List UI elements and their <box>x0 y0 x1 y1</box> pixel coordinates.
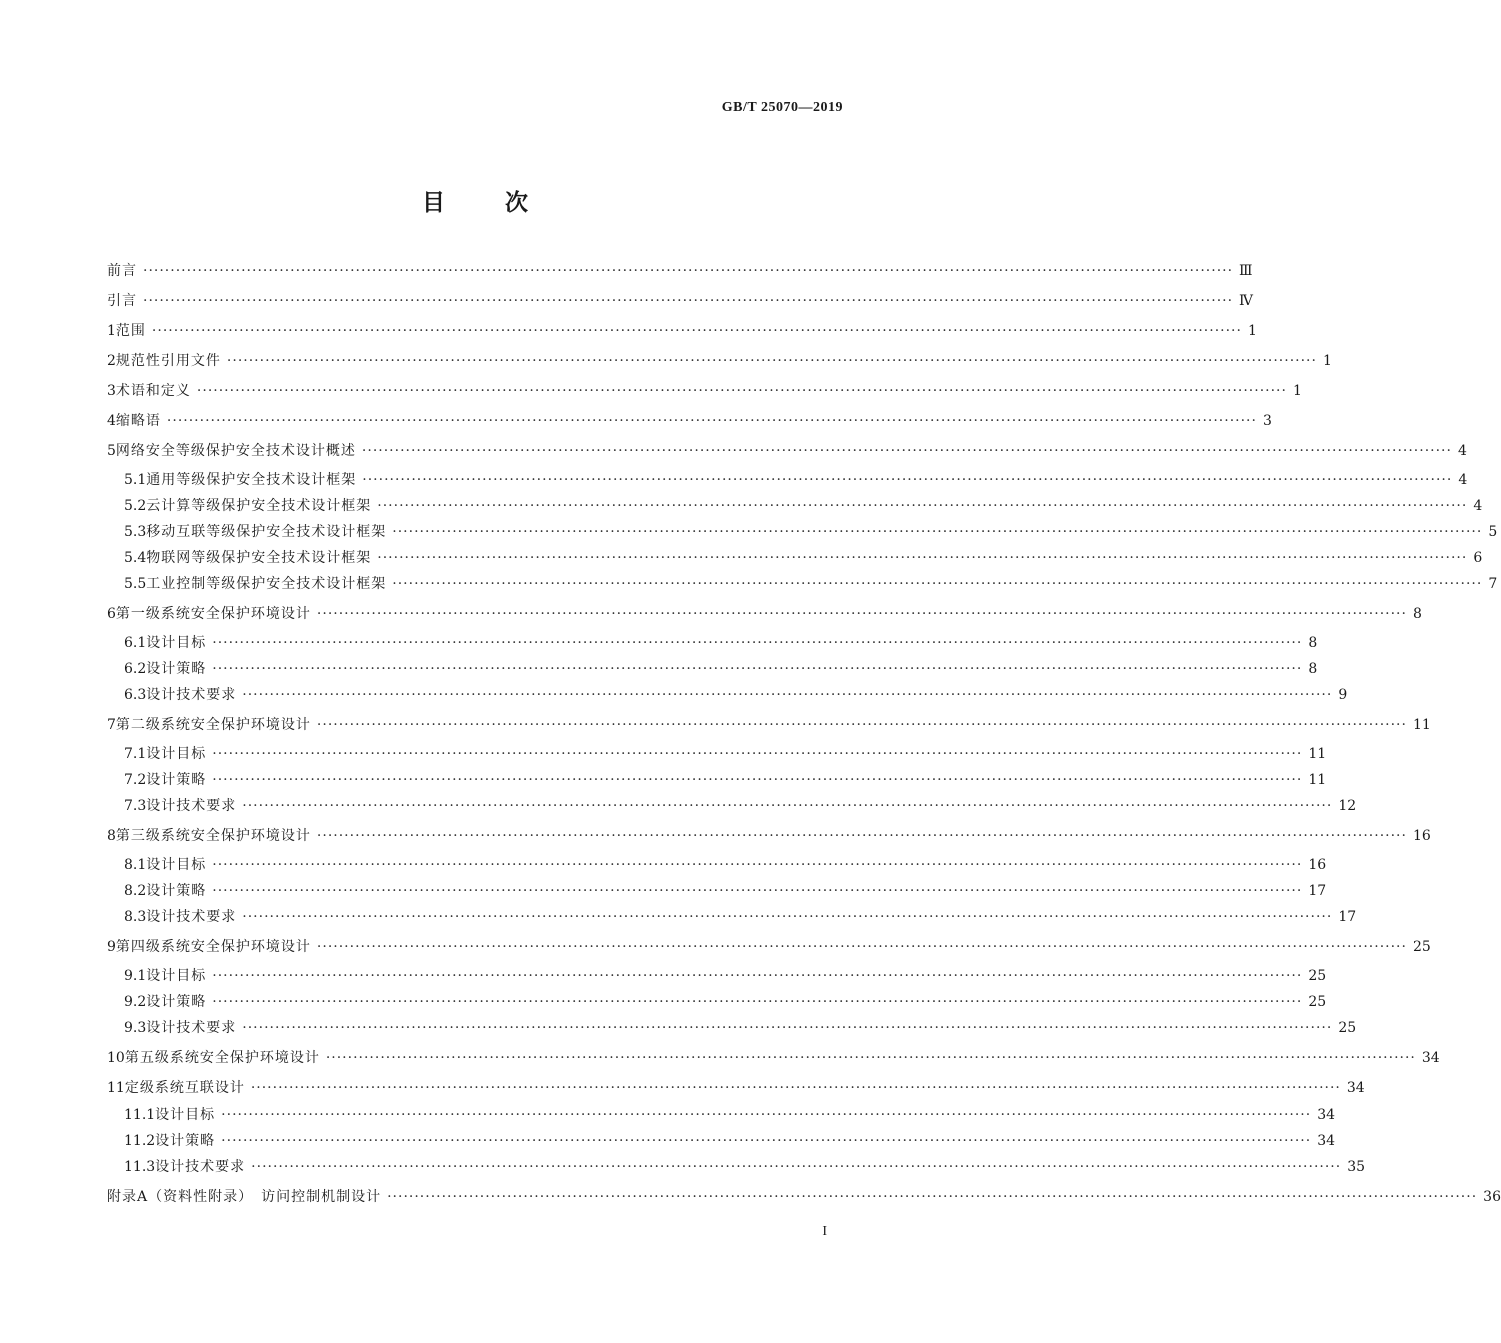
toc-entry[interactable] <box>107 716 1431 734</box>
toc-entry-page: 16 <box>1308 857 1327 873</box>
toc-dot-leader: ········································································································································································································ <box>212 883 1303 899</box>
toc-entry-page: 16 <box>1412 828 1431 844</box>
toc-dot-leader: ········································································································································································································ <box>242 687 1333 703</box>
toc-entry[interactable] <box>107 1158 1366 1176</box>
toc-entry-label: 设计技术要求 <box>146 687 237 703</box>
toc-entry-label: 移动互联等级保护安全技术设计框架 <box>146 524 387 540</box>
toc-entry-number: 4 <box>107 413 116 429</box>
toc-entry[interactable] <box>107 1106 1336 1124</box>
toc-entry-label: 设计技术要求 <box>146 1020 237 1036</box>
toc-dot-leader: ········································································································································································································ <box>325 1050 1416 1066</box>
toc-entry-label: 附录A（资料性附录） 访问控制机制设计 <box>107 1188 382 1205</box>
toc-entry[interactable] <box>107 993 1327 1011</box>
toc-dot-leader: ········································································································································································································ <box>316 828 1407 844</box>
toc-entry-label: 第一级系统安全保护环境设计 <box>115 606 311 622</box>
toc-entry-number: 7.2 <box>124 772 147 788</box>
toc-entry-number: 6.2 <box>124 661 147 677</box>
toc-entry[interactable] <box>107 771 1327 789</box>
toc-entry-page: 25 <box>1308 994 1327 1010</box>
toc-entry-number: 11.3 <box>124 1158 156 1175</box>
toc-dot-leader: ········································································································································································································ <box>316 606 1407 622</box>
toc-entry-label: 规范性引用文件 <box>115 353 221 369</box>
toc-entry-label: 设计目标 <box>146 968 207 984</box>
toc-entry-page: 4 <box>1473 498 1483 514</box>
toc-dot-leader: ········································································································································································································ <box>151 323 1242 339</box>
toc-entry[interactable] <box>107 686 1348 704</box>
toc-dot-leader: ········································································································································································································ <box>212 994 1303 1010</box>
toc-dot-leader: ········································································································································································································ <box>392 524 1483 540</box>
toc-entry-number: 6 <box>107 606 116 622</box>
toc-entry-label: 范围 <box>115 323 146 339</box>
toc-dot-leader: ········································································································································································································ <box>212 635 1303 651</box>
toc-entry-label: 设计目标 <box>146 635 207 651</box>
toc-entry-number: 5.4 <box>124 550 147 566</box>
toc-dot-leader: ········································································································································································································ <box>377 550 1468 566</box>
toc-entry-number: 2 <box>107 353 116 369</box>
toc-entry-page: 34 <box>1317 1106 1336 1123</box>
toc-dot-leader: ········································································································································································································ <box>250 1080 1341 1096</box>
toc-dot-leader: ········································································································································································································ <box>242 1020 1333 1036</box>
toc-dot-leader: ········································································································································································································ <box>143 263 1234 279</box>
toc-entry-label: 物联网等级保护安全技术设计框架 <box>146 550 372 566</box>
toc-entry-number: 9.2 <box>124 994 147 1010</box>
toc-entry-label: 前言 <box>107 263 137 279</box>
toc-entry-label: 术语和定义 <box>115 383 191 399</box>
toc-entry-number: 9 <box>107 939 116 955</box>
toc-entry[interactable] <box>107 967 1327 985</box>
toc-entry-label: 设计策略 <box>146 883 207 899</box>
toc-entry-page: 34 <box>1317 1132 1336 1149</box>
toc-entry[interactable] <box>107 938 1431 956</box>
toc-entry-label: 设计目标 <box>155 1106 216 1123</box>
toc-entry[interactable] <box>107 856 1327 874</box>
toc-entry-page: 11 <box>1412 717 1431 733</box>
toc-dot-leader: ········································································································································································································ <box>392 576 1483 592</box>
toc-entry-label: 设计目标 <box>146 857 207 873</box>
toc-entry-number: 11.1 <box>124 1106 156 1123</box>
toc-entry-page: 11 <box>1308 746 1327 762</box>
toc-entry-label: 网络安全等级保护安全技术设计概述 <box>115 443 356 459</box>
toc-entry[interactable] <box>107 471 1468 489</box>
toc-entry-number: 11.2 <box>124 1132 156 1149</box>
toc-entry-page: 8 <box>1412 606 1422 622</box>
toc-entry[interactable] <box>107 634 1318 652</box>
toc-entry-page: 36 <box>1483 1188 1501 1205</box>
toc-dot-leader: ········································································································································································································ <box>212 661 1303 677</box>
toc-entry-page: Ⅲ <box>1239 263 1253 279</box>
toc-entry-page: 34 <box>1421 1050 1440 1066</box>
toc-entry-page: 8 <box>1308 635 1318 651</box>
toc-entry-label: 通用等级保护安全技术设计框架 <box>146 472 357 488</box>
toc-entry-page: 4 <box>1457 443 1467 459</box>
toc-entry-page: 7 <box>1488 576 1498 592</box>
toc-entry[interactable] <box>107 827 1431 845</box>
toc-entry-page: 9 <box>1338 687 1348 703</box>
toc-dot-leader: ········································································································································································································ <box>362 472 1453 488</box>
toc-entry-page: 34 <box>1346 1080 1365 1096</box>
toc-entry-number: 6.1 <box>124 635 147 651</box>
toc-entry-number: 1 <box>107 323 116 339</box>
toc-entry-label: 定级系统互联设计 <box>124 1080 245 1096</box>
toc-entry-label: 设计技术要求 <box>155 1158 246 1175</box>
toc-entry-number: 9.1 <box>124 968 147 984</box>
toc-entry[interactable] <box>107 745 1327 763</box>
toc-entry-label: 设计目标 <box>146 746 207 762</box>
toc-dot-leader: ········································································································································································································ <box>377 498 1468 514</box>
toc-entry-page: 17 <box>1308 883 1327 899</box>
toc-entry-page: 25 <box>1412 939 1431 955</box>
toc-entry-page: 25 <box>1308 968 1327 984</box>
toc-entry-label: 第五级系统安全保护环境设计 <box>124 1050 320 1066</box>
toc-dot-leader: ········································································································································································································ <box>251 1158 1342 1175</box>
toc-entry-number: 5.5 <box>124 576 147 592</box>
toc-entry-number: 5 <box>107 443 116 459</box>
toc-entry[interactable] <box>107 292 1254 310</box>
toc-entry-number: 8.3 <box>124 909 147 925</box>
toc-entry-number: 7 <box>107 717 116 733</box>
toc-entry[interactable] <box>107 1188 1501 1206</box>
toc-entry-page: 3 <box>1262 413 1272 429</box>
toc-dot-leader: ········································································································································································································ <box>361 443 1452 459</box>
toc-entry[interactable] <box>107 1019 1357 1037</box>
toc-entry-page: 35 <box>1347 1158 1366 1175</box>
toc-entry[interactable] <box>107 352 1332 370</box>
toc-entry[interactable] <box>107 382 1302 400</box>
toc-entry[interactable] <box>107 605 1422 623</box>
toc-entry[interactable] <box>107 523 1498 541</box>
toc-entry-number: 7.3 <box>124 798 147 814</box>
toc-entry-page: 17 <box>1338 909 1357 925</box>
toc-entry[interactable] <box>107 575 1498 593</box>
toc-dot-leader: ········································································································································································································ <box>212 857 1303 873</box>
toc-entry[interactable] <box>107 908 1357 926</box>
standard-code: GB/T 25070—2019 <box>721 100 843 115</box>
toc-entry-label: 设计策略 <box>146 994 207 1010</box>
toc-entry-number: 10 <box>107 1050 125 1066</box>
toc-entry-label: 第二级系统安全保护环境设计 <box>115 717 311 733</box>
toc-entry[interactable] <box>107 1079 1365 1097</box>
toc-entry-page: 12 <box>1338 798 1357 814</box>
toc-entry-number: 7.1 <box>124 746 147 762</box>
toc-entry-label: 设计技术要求 <box>146 798 237 814</box>
toc-entry[interactable] <box>107 442 1467 460</box>
toc-entry[interactable] <box>107 412 1272 430</box>
toc-entry-label: 设计策略 <box>146 661 207 677</box>
toc-entry[interactable] <box>107 549 1483 567</box>
toc-dot-leader: ········································································································································································································ <box>242 909 1333 925</box>
toc-entry-page: 25 <box>1338 1020 1357 1036</box>
toc-entry-page: 1 <box>1322 353 1332 369</box>
toc-entry[interactable] <box>107 322 1257 340</box>
toc-entry-label: 设计策略 <box>155 1132 216 1149</box>
toc-entry-page: Ⅳ <box>1239 293 1254 309</box>
toc-entry-page: 4 <box>1458 472 1468 488</box>
footer-page-number: I <box>822 1224 827 1239</box>
toc-entry-number: 8.2 <box>124 883 147 899</box>
toc-entry[interactable] <box>107 262 1253 280</box>
toc-entry[interactable] <box>107 797 1357 815</box>
toc-entry[interactable] <box>107 882 1327 900</box>
toc-dot-leader: ········································································································································································································ <box>212 968 1303 984</box>
toc-entry-number: 9.3 <box>124 1020 147 1036</box>
toc-dot-leader: ········································································································································································································ <box>242 798 1333 814</box>
toc-entry-label: 云计算等级保护安全技术设计框架 <box>146 498 372 514</box>
toc-dot-leader: ········································································································································································································ <box>316 939 1407 955</box>
toc-entry-label: 缩略语 <box>115 413 161 429</box>
page-title: 目次 <box>422 190 588 216</box>
toc-dot-leader: ········································································································································································································ <box>221 1106 1312 1123</box>
toc-entry-page: 1 <box>1247 323 1257 339</box>
toc-entry-number: 5.3 <box>124 524 147 540</box>
toc-entry-label: 第四级系统安全保护环境设计 <box>115 939 311 955</box>
toc-dot-leader: ········································································································································································································ <box>166 413 1257 429</box>
toc-entry-page: 1 <box>1292 383 1302 399</box>
toc-dot-leader: ········································································································································································································ <box>212 772 1303 788</box>
toc-entry-page: 11 <box>1308 772 1327 788</box>
toc-dot-leader: ········································································································································································································ <box>196 383 1287 399</box>
toc-entry-number: 6.3 <box>124 687 147 703</box>
toc-entry-page: 8 <box>1308 661 1318 677</box>
toc-entry-number: 11 <box>107 1080 125 1096</box>
toc-dot-leader: ········································································································································································································ <box>143 293 1234 309</box>
toc-entry-number: 5.1 <box>124 472 147 488</box>
toc-entry-page: 5 <box>1488 524 1498 540</box>
toc-entry-label: 设计技术要求 <box>146 909 237 925</box>
toc-dot-leader: ········································································································································································································ <box>212 746 1303 762</box>
toc-entry-label: 引言 <box>107 293 137 309</box>
toc-entry-label: 第三级系统安全保护环境设计 <box>115 828 311 844</box>
toc-entry-label: 设计策略 <box>146 772 207 788</box>
toc-entry[interactable] <box>107 660 1318 678</box>
toc-entry-number: 8.1 <box>124 857 147 873</box>
toc-entry-page: 6 <box>1473 550 1483 566</box>
toc-dot-leader: ········································································································································································································ <box>226 353 1317 369</box>
toc-entry[interactable] <box>107 1049 1440 1067</box>
toc-entry-number: 5.2 <box>124 498 147 514</box>
toc-entry-number: 3 <box>107 383 116 399</box>
toc-entry-number: 8 <box>107 828 116 844</box>
toc-entry[interactable] <box>107 497 1483 515</box>
toc-dot-leader: ········································································································································································································ <box>221 1132 1312 1149</box>
toc-entry[interactable] <box>107 1132 1336 1150</box>
toc-dot-leader: ········································································································································································································ <box>387 1188 1478 1205</box>
toc-dot-leader: ········································································································································································································ <box>316 717 1407 733</box>
toc-entry-label: 工业控制等级保护安全技术设计框架 <box>146 576 387 592</box>
